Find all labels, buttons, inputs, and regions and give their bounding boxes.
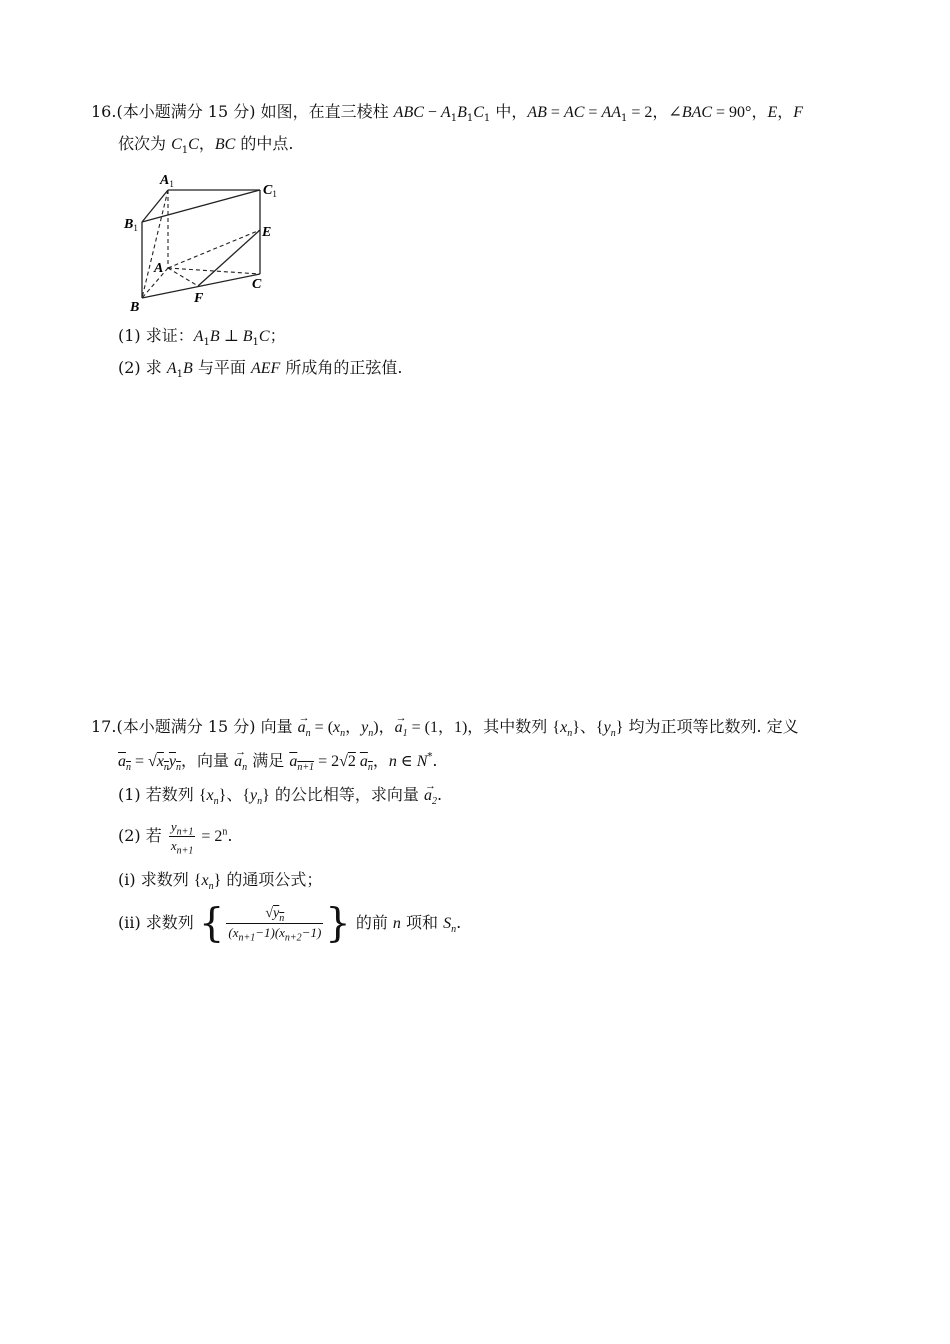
- q17-part2-label: (2) 若: [118, 826, 167, 845]
- q17-text: 向量: [255, 717, 298, 736]
- q16-part2-label: (2) 求: [118, 358, 167, 377]
- label-F: F: [194, 291, 204, 306]
- q16-text: 如图，在直三棱柱: [255, 102, 394, 121]
- label-E: E: [262, 225, 272, 240]
- q16-text: ，: [751, 102, 768, 121]
- q16-text: 所成角的正弦值.: [280, 358, 403, 377]
- q17-part1-label: (1) 若数列: [118, 785, 199, 804]
- q16-line2: 依次为 $C_1C$，BC 的中点.: [118, 134, 294, 157]
- q17-text: 的前: [350, 913, 393, 932]
- q16-part1: (1) 求证：$A_1B$ ⊥ $B_1C$；: [118, 326, 286, 349]
- q17-part-ii: (ii) 求数列 { $\frac{√y_n}{(x_{n+1}-1)(x_{n+2}-1)}$ } 的前 n 项和 $S_n$.: [118, 900, 462, 947]
- q16-number: 16.: [91, 102, 117, 121]
- q16-score: (本小题满分 15 分): [116, 102, 256, 121]
- q17-number: 17.: [91, 717, 117, 736]
- q17-part-i: (i) 求数列 $\{x_n\}$ 的通项公式；: [118, 870, 323, 893]
- label-B: B: [130, 300, 140, 315]
- label-C1: $C_1$: [263, 183, 277, 199]
- q17-text: ，其中数列: [467, 717, 553, 736]
- q16-text: 中，: [490, 102, 528, 121]
- q17-line2: $a_n = √x_ny_n$，向量 → $a_n$ 满足 $a_{n+1} = 2√2$ $a_n$，n ∈ N*.: [118, 749, 438, 774]
- q16-part2: (2) 求 $A_1B$ 与平面 AEF 所成角的正弦值.: [118, 358, 403, 381]
- q17-score: (本小题满分 15 分): [116, 717, 256, 736]
- q17-text: 均为正项等比数列. 定义: [623, 717, 799, 736]
- label-C: C: [252, 277, 262, 292]
- q17-text: 满足: [247, 751, 290, 770]
- label-A1: $A_1$: [160, 173, 174, 189]
- q17-part2: (2) 若 $\frac{y_{n+1}}{x_{n+1}}$ = $2^n$.: [118, 819, 233, 857]
- q17-text: 的通项公式；: [221, 870, 323, 889]
- label-B1: $B_1$: [124, 217, 138, 233]
- q16-text: 与平面: [192, 358, 251, 377]
- q17-line1: 17.(本小题满分 15 分) 向量 → $a_n = (x_n$，$y_n$)，→ $a_1 = (1$，1)，其中数列 $\{x_n\}$、$\{y_n\}$ 均为正项等比数列. 定义: [91, 715, 799, 740]
- q16-line1: 16.(本小题满分 15 分) 如图，在直三棱柱 ABC − $A_1B_1C_1$ 中，AB = AC = $AA_1 = 2$，∠BAC = 90°，E，F: [91, 102, 804, 125]
- q17-part-ii-label: (ii) 求数列: [118, 913, 199, 932]
- q16-part1-label: (1) 求证：: [118, 326, 194, 345]
- q17-text: 的公比相等，求向量: [269, 785, 425, 804]
- q17-text: 项和: [400, 913, 444, 932]
- prism-figure: [120, 170, 290, 315]
- q17-part1: (1) 若数列 $\{x_n\}$、$\{y_n\}$ 的公比相等，求向量 → $a_2$.: [118, 783, 442, 808]
- q17-text: ，向量: [181, 751, 235, 770]
- q16-text: ；: [269, 326, 286, 345]
- label-A: A: [154, 261, 164, 276]
- q16-text: 的中点.: [235, 134, 294, 153]
- q17-part-i-label: (i) 求数列: [118, 870, 194, 889]
- q16-text: ，∠: [652, 102, 682, 121]
- q16-text: 依次为: [118, 134, 172, 153]
